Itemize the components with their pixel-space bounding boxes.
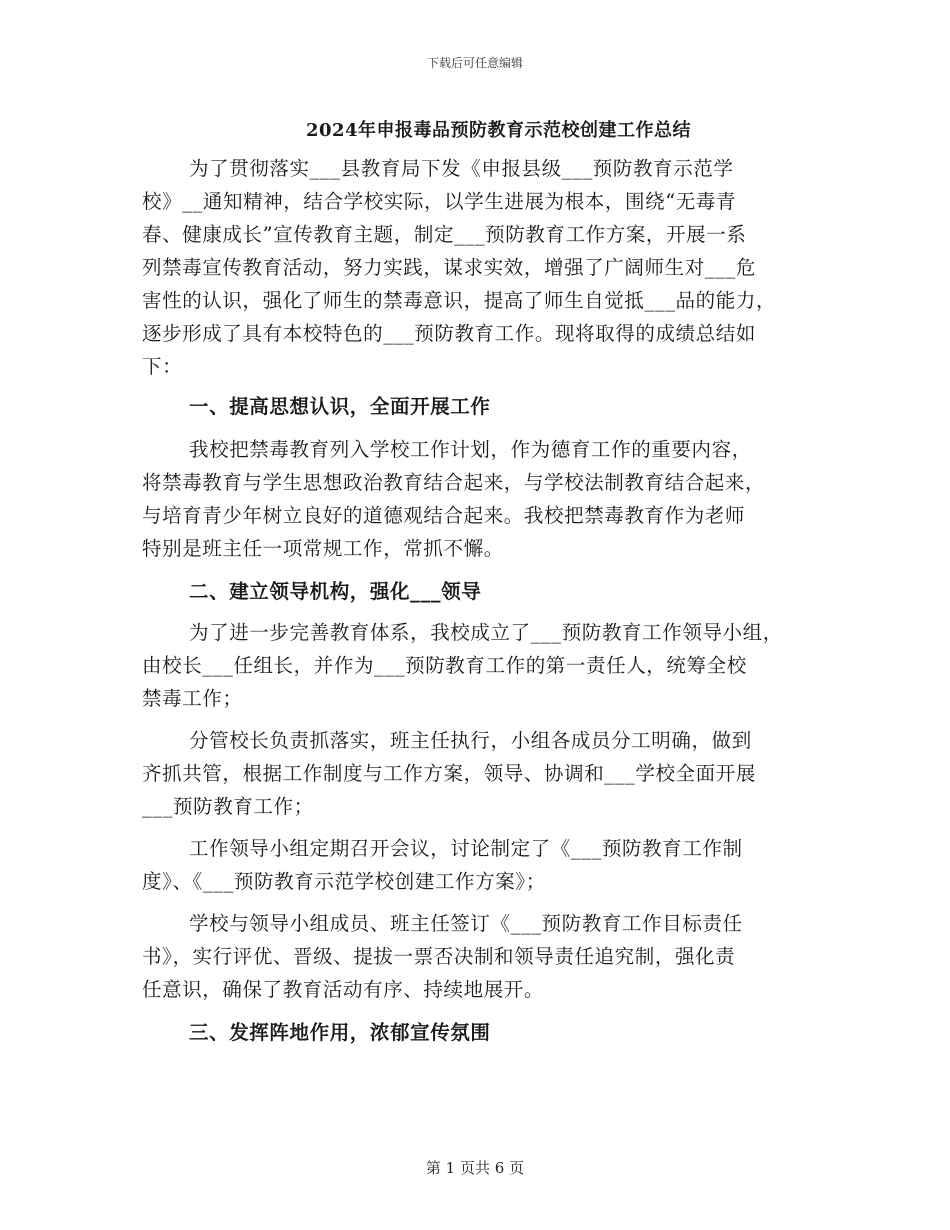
paragraph-line: 列禁毒宣传教育活动，努力实践，谋求实效，增强了广阔师生对___危 — [142, 256, 756, 279]
paragraph-line: 书》，实行评优、晋级、提拔一票否决制和领导责任追究制，强化责 — [142, 945, 736, 968]
section-heading: 三、发挥阵地作用，浓郁宣传氛围 — [189, 1021, 491, 1044]
paragraph-line: 害性的认识，强化了师生的禁毒意识，提高了师生自觉抵___品的能力， — [142, 289, 777, 312]
paragraph-line: 齐抓共管，根据工作制度与工作方案，领导、协调和___学校全面开展 — [142, 762, 756, 785]
paragraph-line: 由校长___任组长，并作为___预防教育工作的第一责任人，统筹全校 — [142, 654, 747, 677]
section-heading: 一、提高思想认识，全面开展工作 — [189, 395, 491, 418]
paragraph-line: ___预防教育工作； — [142, 795, 314, 818]
paragraph-line: 禁毒工作； — [142, 687, 243, 710]
paragraph-line: 下： — [142, 355, 183, 378]
paragraph-line: 我校把禁毒教育列入学校工作计划，作为德育工作的重要内容， — [189, 438, 752, 461]
paragraph-line: 分管校长负责抓落实，班主任执行，小组各成员分工明确，做到 — [189, 729, 752, 752]
paragraph-line: 工作领导小组定期召开会议，讨论制定了《___预防教育工作制 — [189, 837, 743, 860]
paragraph-line: 任意识，确保了教育活动有序、持续地展开。 — [142, 978, 545, 1001]
page-header-note: 下载后可任意编辑 — [426, 56, 523, 70]
paragraph-line: 特别是班主任一项常规工作，常抓不懈。 — [142, 537, 504, 560]
paragraph-line: 逐步形成了具有本校特色的___预防教育工作。现将取得的成绩总结如 — [142, 322, 756, 345]
paragraph-line: 春、健康成长”宣传教育主题，制定___预防教育工作方案，开展一系 — [142, 223, 747, 246]
paragraph-line: 度》、《___预防教育示范学校创建工作方案》； — [142, 870, 546, 893]
paragraph-line: 校》__通知精神，结合学校实际，以学生进展为根本，围绕“无毒青 — [142, 190, 737, 213]
paragraph-line: 为了进一步完善教育体系，我校成立了___预防教育工作领导小组， — [189, 621, 783, 644]
paragraph-line: 与培育青少年树立良好的道德观结合起来。我校把禁毒教育作为老师 — [142, 504, 746, 527]
page-number: 第 1 页共 6 页 — [425, 1159, 525, 1177]
document-title: 2024年申报毒品预防教育示范校创建工作总结 — [305, 120, 692, 141]
section-heading: 二、建立领导机构，强化___领导 — [189, 580, 482, 603]
paragraph-line: 将禁毒教育与学生思想政治教育结合起来，与学校法制教育结合起来， — [142, 471, 766, 494]
paragraph-line: 为了贯彻落实___县教育局下发《申报县级___预防教育示范学 — [189, 157, 734, 180]
paragraph-line: 学校与领导小组成员、班主任签订《___预防教育工作目标责任 — [189, 912, 743, 935]
